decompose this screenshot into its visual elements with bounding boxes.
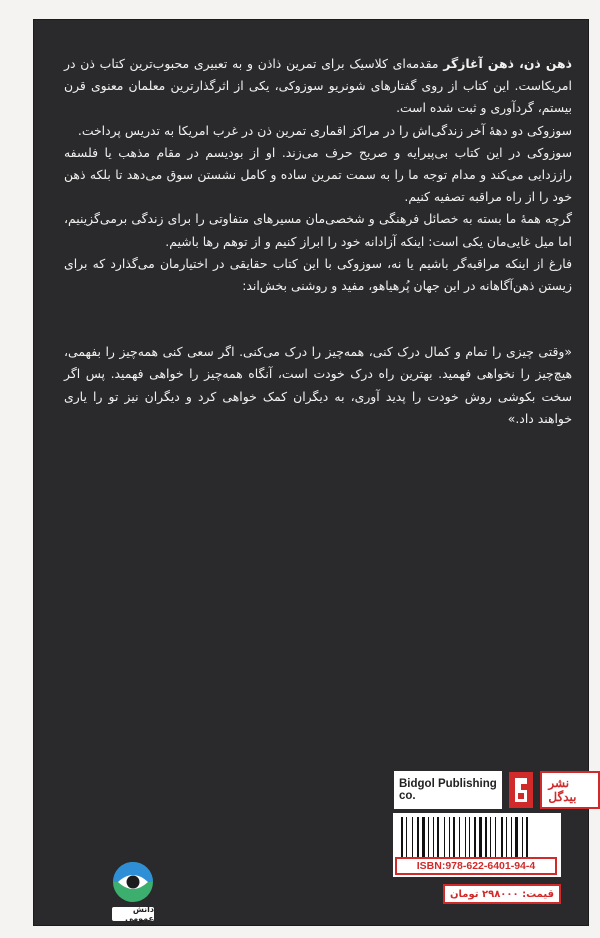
publisher-logo-icon — [506, 770, 536, 810]
blurb-quote: «وقتی چیزی را تمام و کمال درک کنی، همه‌چیز را درک می‌کنی. اگر سعی کنی همه‌چیز را بفهمی، هیچ‌چیز را نخواهی فهمید. بهترین راه درک خودت است، آنگاه همه‌چیز را خواهی فهمید. پس اگر سخت بکوشی روش خودت را پدید آوری، به دیگران کمک خواهی کرد و دیگران نیز تو را یاری خواهند داد.» — [64, 344, 572, 426]
barcode — [393, 813, 561, 877]
isbn-label: ISBN:978-622-6401-94-4 — [395, 857, 557, 875]
blurb-paragraph-5: فارغ از اینکه مراقبه‌گر باشیم یا نه، سوزوکی با این کتاب حقایقی در اختیارمان می‌گذارد که برای زیستن ذهن‌آگاهانه در این جهان پُرهیاهو، مفید و روشنی بخش‌اند: — [64, 255, 572, 294]
price-label: قیمت: ۲۹۸۰۰۰ تومان — [443, 884, 561, 904]
eye-icon — [112, 858, 154, 908]
book-title: ذهن ذن، ذهن آغازگر — [443, 56, 572, 71]
publisher-block — [394, 773, 600, 807]
blurb-paragraph-1-text: مقدمه‌ای کلاسیک برای تمرین ذاذن و به تعبیری محبوب‌ترین کتاب ذن در امریکاست. این کتاب از روی گفتارهای شونریو سوزوکی، یکی از اثرگذارترین معلمان معنوی قرن بیستم، گردآوری و ثبت شده است. — [64, 56, 572, 116]
blurb-paragraph-3: سوزوکی در این کتاب بی‌پیرایه و صریح حرف می‌زند. او از بودیسم در مقام مذهب یا فلسفه راززدایی می‌کند و مدام توجه ما را به سمت تمرین ساده و کامل نشستن سوق می‌دهد تا بلکه ذهن خود را از راه مراقبه تصفیه کنیم. — [64, 144, 572, 205]
publisher-logo — [506, 769, 536, 811]
barcode-bars — [399, 817, 555, 857]
publisher-name-fa: نشر بیدگل — [540, 771, 600, 809]
blurb-text — [64, 53, 572, 430]
publisher-name-en: Bidgol Publishing co. — [394, 771, 502, 809]
blurb-paragraph-1 — [64, 53, 572, 120]
blurb-paragraph-2: سوزوکی دو دهۀ آخر زندگی‌اش را در مراکز اقماری تمرین ذن در غرب امریکا به تدریس پرداخت. — [77, 122, 572, 138]
blurb-paragraph-4: گرچه همۀ ما بسته به خصائل فرهنگی و شخصی‌مان مسیرهای متفاوتی را برای زندگی برمی‌گزینیم، اما میل غایی‌مان یکی است: اینکه آزادانه خود را ابراز کنیم و از توهم رها باشیم. — [64, 211, 572, 249]
series-label: دانش عمومی — [112, 907, 154, 921]
